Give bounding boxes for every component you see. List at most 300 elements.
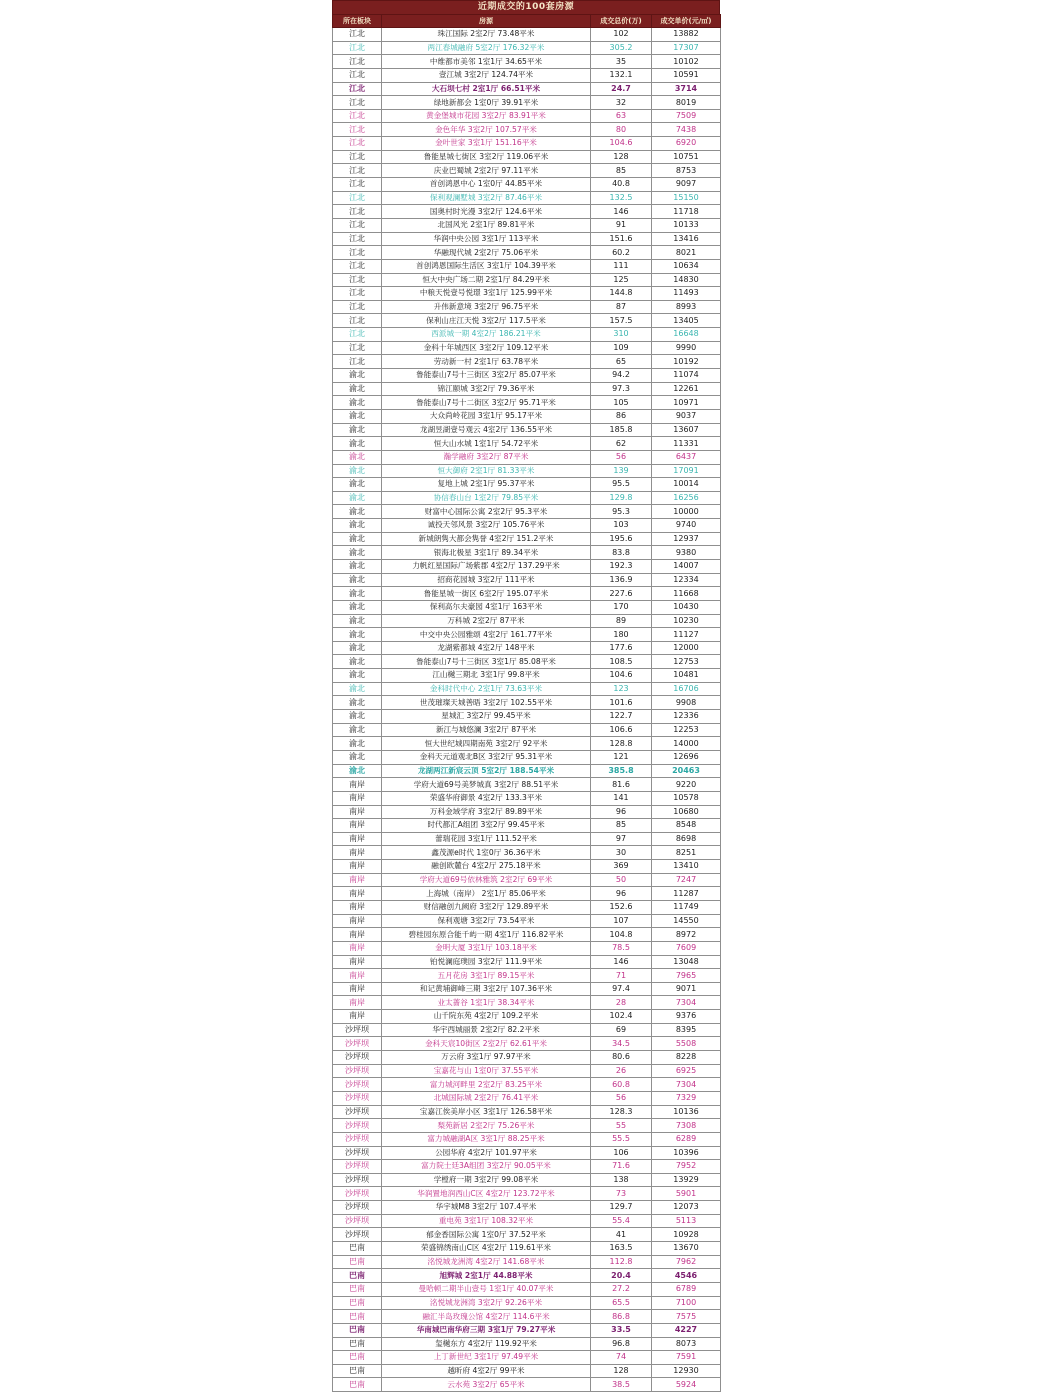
cell-unit-price: 13405 xyxy=(652,314,721,328)
cell-unit-price: 9740 xyxy=(652,519,721,533)
cell-total-price: 129.7 xyxy=(591,1201,652,1215)
cell-district: 渝北 xyxy=(333,491,382,505)
cell-district: 渝北 xyxy=(333,519,382,533)
table-row xyxy=(333,1242,721,1256)
table-row xyxy=(333,641,721,655)
cell-total-price: 73 xyxy=(591,1187,652,1201)
cell-district: 渝北 xyxy=(333,655,382,669)
cell-property: 万科金域学府 3室2厅 89.89平米 xyxy=(382,805,591,819)
cell-property: 招商花园城 3室2厅 111平米 xyxy=(382,573,591,587)
cell-property: 金明大厦 3室1厅 103.18平米 xyxy=(382,941,591,955)
cell-property: 新城朗隽大都会隽誉 4室2厅 151.2平米 xyxy=(382,532,591,546)
cell-district: 江北 xyxy=(333,55,382,69)
table-row xyxy=(333,1255,721,1269)
cell-total-price: 71.6 xyxy=(591,1160,652,1174)
cell-unit-price: 8073 xyxy=(652,1337,721,1351)
cell-district: 南岸 xyxy=(333,941,382,955)
cell-unit-price: 13416 xyxy=(652,232,721,246)
cell-district: 渝北 xyxy=(333,764,382,778)
table-row xyxy=(333,928,721,942)
cell-unit-price: 11127 xyxy=(652,628,721,642)
cell-district: 渝北 xyxy=(333,505,382,519)
cell-property: 珠江国际 2室2厅 73.48平米 xyxy=(382,28,591,42)
cell-total-price: 144.8 xyxy=(591,287,652,301)
table-row xyxy=(333,450,721,464)
cell-district: 巴南 xyxy=(333,1269,382,1283)
cell-total-price: 20.4 xyxy=(591,1269,652,1283)
cell-property: 越昕府 4室2厅 99平米 xyxy=(382,1364,591,1378)
cell-district: 沙坪坝 xyxy=(333,1119,382,1133)
cell-unit-price: 14000 xyxy=(652,737,721,751)
table-row xyxy=(333,791,721,805)
cell-property: 鲁能泰山7号十三街区 3室1厅 85.08平米 xyxy=(382,655,591,669)
cell-district: 江北 xyxy=(333,28,382,42)
header-property: 房源 xyxy=(382,15,591,28)
cell-property: 恒大山水城 1室1厅 54.72平米 xyxy=(382,437,591,451)
cell-district: 南岸 xyxy=(333,996,382,1010)
table-row xyxy=(333,587,721,601)
table-row xyxy=(333,1051,721,1065)
cell-property: 金科时代中心 2室1厅 73.63平米 xyxy=(382,682,591,696)
cell-property: 世茂璀璨天城善晤 3室2厅 102.55平米 xyxy=(382,696,591,710)
table-row xyxy=(333,873,721,887)
cell-total-price: 139 xyxy=(591,464,652,478)
cell-district: 巴南 xyxy=(333,1296,382,1310)
cell-total-price: 41 xyxy=(591,1228,652,1242)
table-row xyxy=(333,1010,721,1024)
cell-unit-price: 9380 xyxy=(652,546,721,560)
cell-total-price: 60.2 xyxy=(591,246,652,260)
cell-district: 沙坪坝 xyxy=(333,1173,382,1187)
table-row xyxy=(333,723,721,737)
cell-unit-price: 9990 xyxy=(652,341,721,355)
table-row xyxy=(333,478,721,492)
cell-unit-price: 12000 xyxy=(652,641,721,655)
cell-total-price: 146 xyxy=(591,955,652,969)
cell-unit-price: 8395 xyxy=(652,1023,721,1037)
cell-property: 曼哈顿二期半山壹号 1室1厅 40.07平米 xyxy=(382,1282,591,1296)
cell-district: 渝北 xyxy=(333,723,382,737)
cell-district: 江北 xyxy=(333,232,382,246)
cell-total-price: 132.1 xyxy=(591,68,652,82)
cell-district: 江北 xyxy=(333,96,382,110)
table-row xyxy=(333,1228,721,1242)
cell-property: 荣盛华府御景 4室2厅 133.3平米 xyxy=(382,791,591,805)
table-row xyxy=(333,1132,721,1146)
cell-total-price: 369 xyxy=(591,860,652,874)
cell-property: 万云府 3室1厅 97.97平米 xyxy=(382,1051,591,1065)
cell-property: 财信融创九阙府 3室2厅 129.89平米 xyxy=(382,901,591,915)
cell-unit-price: 12930 xyxy=(652,1364,721,1378)
cell-district: 江北 xyxy=(333,287,382,301)
cell-district: 江北 xyxy=(333,137,382,151)
cell-unit-price: 7575 xyxy=(652,1310,721,1324)
cell-property: 上海城（南岸） 2室1厅 85.06平米 xyxy=(382,887,591,901)
cell-total-price: 97.4 xyxy=(591,982,652,996)
cell-total-price: 95.5 xyxy=(591,478,652,492)
cell-total-price: 71 xyxy=(591,969,652,983)
cell-property: 山千院东苑 4室2厅 109.2平米 xyxy=(382,1010,591,1024)
cell-district: 江北 xyxy=(333,273,382,287)
cell-property: 宝嘉江俟美岸小区 3室1厅 126.58平米 xyxy=(382,1105,591,1119)
table-row xyxy=(333,423,721,437)
cell-district: 沙坪坝 xyxy=(333,1037,382,1051)
cell-total-price: 56 xyxy=(591,1091,652,1105)
table-row xyxy=(333,1282,721,1296)
cell-total-price: 74 xyxy=(591,1351,652,1365)
cell-district: 南岸 xyxy=(333,955,382,969)
table-row xyxy=(333,382,721,396)
cell-total-price: 103 xyxy=(591,519,652,533)
cell-district: 江北 xyxy=(333,341,382,355)
table-row xyxy=(333,696,721,710)
cell-unit-price: 7304 xyxy=(652,1078,721,1092)
cell-property: 中粮天悦壹号悦璟 3室1厅 125.99平米 xyxy=(382,287,591,301)
table-row xyxy=(333,682,721,696)
cell-unit-price: 12334 xyxy=(652,573,721,587)
cell-unit-price: 8228 xyxy=(652,1051,721,1065)
cell-district: 渝北 xyxy=(333,628,382,642)
table-row xyxy=(333,191,721,205)
cell-total-price: 55.4 xyxy=(591,1214,652,1228)
cell-total-price: 32 xyxy=(591,96,652,110)
cell-property: 华宇西城丽景 2室2厅 82.2平米 xyxy=(382,1023,591,1037)
cell-district: 巴南 xyxy=(333,1255,382,1269)
cell-property: 两江春城融府 5室2厅 176.32平米 xyxy=(382,41,591,55)
cell-unit-price: 12696 xyxy=(652,750,721,764)
table-row xyxy=(333,396,721,410)
cell-property: 铂悦澜庭璞园 3室2厅 111.9平米 xyxy=(382,955,591,969)
cell-district: 南岸 xyxy=(333,832,382,846)
cell-total-price: 28 xyxy=(591,996,652,1010)
table-row xyxy=(333,232,721,246)
cell-district: 沙坪坝 xyxy=(333,1132,382,1146)
cell-district: 江北 xyxy=(333,314,382,328)
cell-unit-price: 10971 xyxy=(652,396,721,410)
table-row xyxy=(333,287,721,301)
cell-property: 北国风光 2室1厅 89.81平米 xyxy=(382,218,591,232)
table-row xyxy=(333,464,721,478)
cell-total-price: 109 xyxy=(591,341,652,355)
cell-unit-price: 6920 xyxy=(652,137,721,151)
table-row xyxy=(333,259,721,273)
cell-property: 学樘府一期 3室2厅 99.08平米 xyxy=(382,1173,591,1187)
cell-unit-price: 16706 xyxy=(652,682,721,696)
cell-property: 公园华府 4室2厅 101.97平米 xyxy=(382,1146,591,1160)
cell-total-price: 62 xyxy=(591,437,652,451)
cell-property: 重电苑 3室1厅 108.32平米 xyxy=(382,1214,591,1228)
cell-unit-price: 8251 xyxy=(652,846,721,860)
cell-district: 沙坪坝 xyxy=(333,1091,382,1105)
cell-district: 巴南 xyxy=(333,1378,382,1392)
cell-district: 渝北 xyxy=(333,573,382,587)
cell-district: 沙坪坝 xyxy=(333,1201,382,1215)
cell-district: 渝北 xyxy=(333,478,382,492)
cell-total-price: 102 xyxy=(591,28,652,42)
cell-unit-price: 16256 xyxy=(652,491,721,505)
sheet-title: 近期成交的100套房源 xyxy=(332,0,720,14)
cell-district: 沙坪坝 xyxy=(333,1105,382,1119)
cell-district: 沙坪坝 xyxy=(333,1228,382,1242)
cell-total-price: 125 xyxy=(591,273,652,287)
cell-district: 南岸 xyxy=(333,819,382,833)
cell-total-price: 30 xyxy=(591,846,652,860)
cell-unit-price: 10230 xyxy=(652,614,721,628)
cell-unit-price: 10133 xyxy=(652,218,721,232)
cell-unit-price: 12261 xyxy=(652,382,721,396)
cell-unit-price: 12073 xyxy=(652,1201,721,1215)
table-row xyxy=(333,1037,721,1051)
table-row xyxy=(333,505,721,519)
cell-district: 江北 xyxy=(333,191,382,205)
cell-property: 壹江城 3室2厅 124.74平米 xyxy=(382,68,591,82)
cell-total-price: 38.5 xyxy=(591,1378,652,1392)
table-row xyxy=(333,1105,721,1119)
table-row xyxy=(333,123,721,137)
table-row xyxy=(333,1323,721,1337)
cell-total-price: 128 xyxy=(591,150,652,164)
table-row xyxy=(333,805,721,819)
cell-district: 江北 xyxy=(333,246,382,260)
table-row xyxy=(333,1091,721,1105)
cell-total-price: 107 xyxy=(591,914,652,928)
cell-total-price: 65 xyxy=(591,355,652,369)
cell-property: 协信春山台 1室2厅 79.85平米 xyxy=(382,491,591,505)
cell-unit-price: 6925 xyxy=(652,1064,721,1078)
cell-unit-price: 8993 xyxy=(652,300,721,314)
cell-property: 龙湖紫都城 4室2厅 148平米 xyxy=(382,641,591,655)
table-row xyxy=(333,669,721,683)
cell-total-price: 89 xyxy=(591,614,652,628)
cell-district: 南岸 xyxy=(333,1010,382,1024)
cell-district: 渝北 xyxy=(333,559,382,573)
cell-unit-price: 8019 xyxy=(652,96,721,110)
header-unit-price: 成交单价(元/㎡) xyxy=(652,15,721,28)
cell-property: 玺樾东方 4室2厅 119.92平米 xyxy=(382,1337,591,1351)
cell-unit-price: 8972 xyxy=(652,928,721,942)
table-row xyxy=(333,901,721,915)
cell-district: 南岸 xyxy=(333,778,382,792)
cell-district: 渝北 xyxy=(333,750,382,764)
table-row xyxy=(333,164,721,178)
cell-total-price: 56 xyxy=(591,450,652,464)
cell-property: 恒大世纪城四期南苑 3室2厅 92平米 xyxy=(382,737,591,751)
cell-total-price: 55 xyxy=(591,1119,652,1133)
cell-property: 融汇半岛玫瑰公馆 4室2厅 114.6平米 xyxy=(382,1310,591,1324)
cell-district: 渝北 xyxy=(333,614,382,628)
table-row xyxy=(333,914,721,928)
cell-property: 融创欧麓台 4室2厅 275.18平米 xyxy=(382,860,591,874)
cell-total-price: 104.6 xyxy=(591,137,652,151)
cell-district: 渝北 xyxy=(333,423,382,437)
table-row xyxy=(333,409,721,423)
cell-total-price: 95.3 xyxy=(591,505,652,519)
table-row xyxy=(333,1023,721,1037)
cell-total-price: 128.8 xyxy=(591,737,652,751)
cell-unit-price: 6437 xyxy=(652,450,721,464)
cell-unit-price: 14550 xyxy=(652,914,721,928)
cell-total-price: 106 xyxy=(591,1146,652,1160)
table-row xyxy=(333,300,721,314)
table-row xyxy=(333,532,721,546)
cell-property: 上丁新世纪 3室1厅 97.49平米 xyxy=(382,1351,591,1365)
cell-unit-price: 7952 xyxy=(652,1160,721,1174)
cell-total-price: 85 xyxy=(591,819,652,833)
cell-property: 龙湖两江新宸云顶 5室2厅 188.54平米 xyxy=(382,764,591,778)
cell-unit-price: 16648 xyxy=(652,328,721,342)
cell-total-price: 33.5 xyxy=(591,1323,652,1337)
cell-unit-price: 7438 xyxy=(652,123,721,137)
table-row xyxy=(333,1064,721,1078)
cell-unit-price: 10591 xyxy=(652,68,721,82)
table-row xyxy=(333,369,721,383)
cell-district: 南岸 xyxy=(333,873,382,887)
cell-unit-price: 10192 xyxy=(652,355,721,369)
cell-property: 富力城融湖A区 3室1厅 88.25平米 xyxy=(382,1132,591,1146)
cell-total-price: 141 xyxy=(591,791,652,805)
cell-district: 渝北 xyxy=(333,669,382,683)
cell-total-price: 152.6 xyxy=(591,901,652,915)
cell-district: 渝北 xyxy=(333,600,382,614)
cell-total-price: 86 xyxy=(591,409,652,423)
cell-unit-price: 5508 xyxy=(652,1037,721,1051)
cell-property: 学府大道69号美梦城真 3室2厅 88.51平米 xyxy=(382,778,591,792)
cell-unit-price: 10000 xyxy=(652,505,721,519)
cell-district: 江北 xyxy=(333,355,382,369)
cell-total-price: 78.5 xyxy=(591,941,652,955)
cell-unit-price: 8698 xyxy=(652,832,721,846)
cell-total-price: 146 xyxy=(591,205,652,219)
cell-total-price: 112.8 xyxy=(591,1255,652,1269)
table-row xyxy=(333,109,721,123)
cell-property: 华融现代城 2室2厅 75.06平米 xyxy=(382,246,591,260)
cell-district: 巴南 xyxy=(333,1282,382,1296)
cell-unit-price: 4227 xyxy=(652,1323,721,1337)
cell-total-price: 85 xyxy=(591,164,652,178)
cell-total-price: 106.6 xyxy=(591,723,652,737)
cell-district: 渝北 xyxy=(333,437,382,451)
cell-property: 财富中心国际公寓 2室2厅 95.3平米 xyxy=(382,505,591,519)
cell-unit-price: 6789 xyxy=(652,1282,721,1296)
table-row xyxy=(333,982,721,996)
table-row xyxy=(333,341,721,355)
cell-total-price: 104.8 xyxy=(591,928,652,942)
cell-property: 首创鸿恩中心 1室0厅 44.85平米 xyxy=(382,178,591,192)
cell-district: 南岸 xyxy=(333,928,382,942)
table-row xyxy=(333,941,721,955)
cell-property: 鲁能星城七街区 3室2厅 119.06平米 xyxy=(382,150,591,164)
cell-district: 南岸 xyxy=(333,982,382,996)
cell-unit-price: 11749 xyxy=(652,901,721,915)
cell-total-price: 40.8 xyxy=(591,178,652,192)
table-row xyxy=(333,764,721,778)
cell-unit-price: 6289 xyxy=(652,1132,721,1146)
cell-property: 北城国际城 2室2厅 76.41平米 xyxy=(382,1091,591,1105)
cell-district: 江北 xyxy=(333,68,382,82)
table-row xyxy=(333,546,721,560)
cell-unit-price: 9908 xyxy=(652,696,721,710)
cell-unit-price: 10136 xyxy=(652,1105,721,1119)
cell-district: 巴南 xyxy=(333,1351,382,1365)
table-row xyxy=(333,559,721,573)
cell-unit-price: 13929 xyxy=(652,1173,721,1187)
cell-unit-price: 7247 xyxy=(652,873,721,887)
cell-total-price: 24.7 xyxy=(591,82,652,96)
cell-property: 五月花房 3室1厅 89.15平米 xyxy=(382,969,591,983)
cell-unit-price: 12336 xyxy=(652,710,721,724)
cell-district: 南岸 xyxy=(333,791,382,805)
cell-district: 南岸 xyxy=(333,969,382,983)
cell-unit-price: 20463 xyxy=(652,764,721,778)
cell-property: 保利山庄江天悦 3室2厅 117.5平米 xyxy=(382,314,591,328)
table-row xyxy=(333,846,721,860)
cell-unit-price: 9220 xyxy=(652,778,721,792)
cell-unit-price: 5924 xyxy=(652,1378,721,1392)
cell-property: 中交中央公园雅颂 4室2厅 161.77平米 xyxy=(382,628,591,642)
table-row xyxy=(333,710,721,724)
cell-property: 和记黄埔御峰三期 3室2厅 107.36平米 xyxy=(382,982,591,996)
cell-unit-price: 7965 xyxy=(652,969,721,983)
cell-total-price: 108.5 xyxy=(591,655,652,669)
cell-property: 恒大御府 2室1厅 81.33平米 xyxy=(382,464,591,478)
cell-unit-price: 9071 xyxy=(652,982,721,996)
table-row xyxy=(333,519,721,533)
cell-unit-price: 7962 xyxy=(652,1255,721,1269)
cell-district: 南岸 xyxy=(333,901,382,915)
cell-total-price: 111 xyxy=(591,259,652,273)
cell-total-price: 96.8 xyxy=(591,1337,652,1351)
cell-total-price: 80.6 xyxy=(591,1051,652,1065)
cell-unit-price: 7329 xyxy=(652,1091,721,1105)
table-row xyxy=(333,82,721,96)
cell-property: 华润中央公园 3室1厅 113平米 xyxy=(382,232,591,246)
cell-property: 西派城一期 4室2厅 186.21平米 xyxy=(382,328,591,342)
cell-district: 江北 xyxy=(333,82,382,96)
cell-total-price: 129.8 xyxy=(591,491,652,505)
cell-total-price: 26 xyxy=(591,1064,652,1078)
cell-district: 南岸 xyxy=(333,805,382,819)
cell-total-price: 105 xyxy=(591,396,652,410)
cell-unit-price: 13882 xyxy=(652,28,721,42)
cell-unit-price: 10751 xyxy=(652,150,721,164)
cell-property: 龙湖昱湖壹号观云 4室2厅 136.55平米 xyxy=(382,423,591,437)
table-row xyxy=(333,178,721,192)
cell-unit-price: 9097 xyxy=(652,178,721,192)
table-row xyxy=(333,218,721,232)
cell-property: 碧桂园东原合能千屿一期 4室1厅 116.82平米 xyxy=(382,928,591,942)
cell-unit-price: 7591 xyxy=(652,1351,721,1365)
cell-total-price: 177.6 xyxy=(591,641,652,655)
table-row xyxy=(333,860,721,874)
cell-unit-price: 11287 xyxy=(652,887,721,901)
cell-district: 渝北 xyxy=(333,409,382,423)
table-row xyxy=(333,1337,721,1351)
cell-property: 富力院士廷3A组团 3室2厅 90.05平米 xyxy=(382,1160,591,1174)
cell-total-price: 86.8 xyxy=(591,1310,652,1324)
cell-district: 渝北 xyxy=(333,382,382,396)
cell-district: 沙坪坝 xyxy=(333,1214,382,1228)
cell-district: 南岸 xyxy=(333,860,382,874)
cell-property: 金色年华 3室2厅 107.57平米 xyxy=(382,123,591,137)
cell-total-price: 123 xyxy=(591,682,652,696)
table-row xyxy=(333,328,721,342)
cell-district: 江北 xyxy=(333,109,382,123)
cell-property: 大众尚岭花园 3室1厅 95.17平米 xyxy=(382,409,591,423)
cell-district: 江北 xyxy=(333,328,382,342)
table-row xyxy=(333,1173,721,1187)
cell-unit-price: 12753 xyxy=(652,655,721,669)
cell-total-price: 94.2 xyxy=(591,369,652,383)
